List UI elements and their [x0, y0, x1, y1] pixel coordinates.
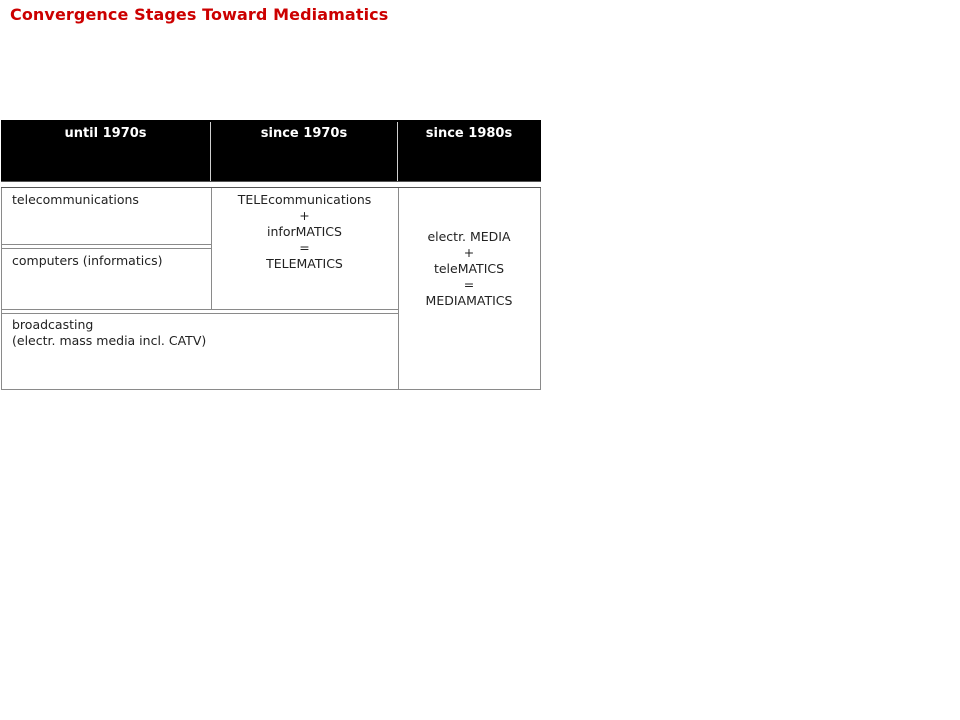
mediamatics-line-2: + [463, 245, 475, 260]
telematics-line-2: + [299, 208, 310, 223]
telematics-line-5: TELEMATICS [266, 256, 343, 271]
grid-row-sep-2a [1, 309, 399, 310]
cell-telematics [211, 192, 398, 272]
header-separator [1, 181, 541, 188]
header-until-1970s: until 1970s [64, 126, 147, 141]
mediamatics-line-3: teleMATICS [433, 261, 505, 276]
telematics-line-3: inforMATICS [267, 224, 342, 239]
broadcasting-line-1: broadcasting [12, 317, 94, 332]
grid-row-sep-2b [1, 313, 399, 314]
page-title: Convergence Stages Toward Mediamatics [10, 5, 389, 24]
mediamatics-line-4: = [463, 277, 475, 292]
header-since-1980s: since 1980s [425, 126, 513, 141]
header-since-1970s: since 1970s [260, 126, 348, 141]
cell-broadcasting [12, 317, 392, 349]
grid-bottom [1, 389, 541, 390]
telematics-line-1: TELEcommunications [237, 192, 372, 207]
grid-right [540, 188, 541, 390]
grid-row-sep-1b [1, 248, 211, 249]
mediamatics-line-5: MEDIAMATICS [425, 293, 513, 308]
cell-telecommunications: telecommunications [12, 192, 139, 207]
telematics-line-4: = [299, 240, 310, 255]
mediamatics-line-1: electr. MEDIA [427, 229, 511, 244]
cell-computers: computers (informatics) [12, 253, 163, 268]
grid-row-sep-1a [1, 244, 211, 245]
grid-left [1, 188, 2, 390]
broadcasting-line-2: (electr. mass media incl. CATV) [12, 333, 207, 348]
cell-mediamatics [398, 229, 540, 309]
